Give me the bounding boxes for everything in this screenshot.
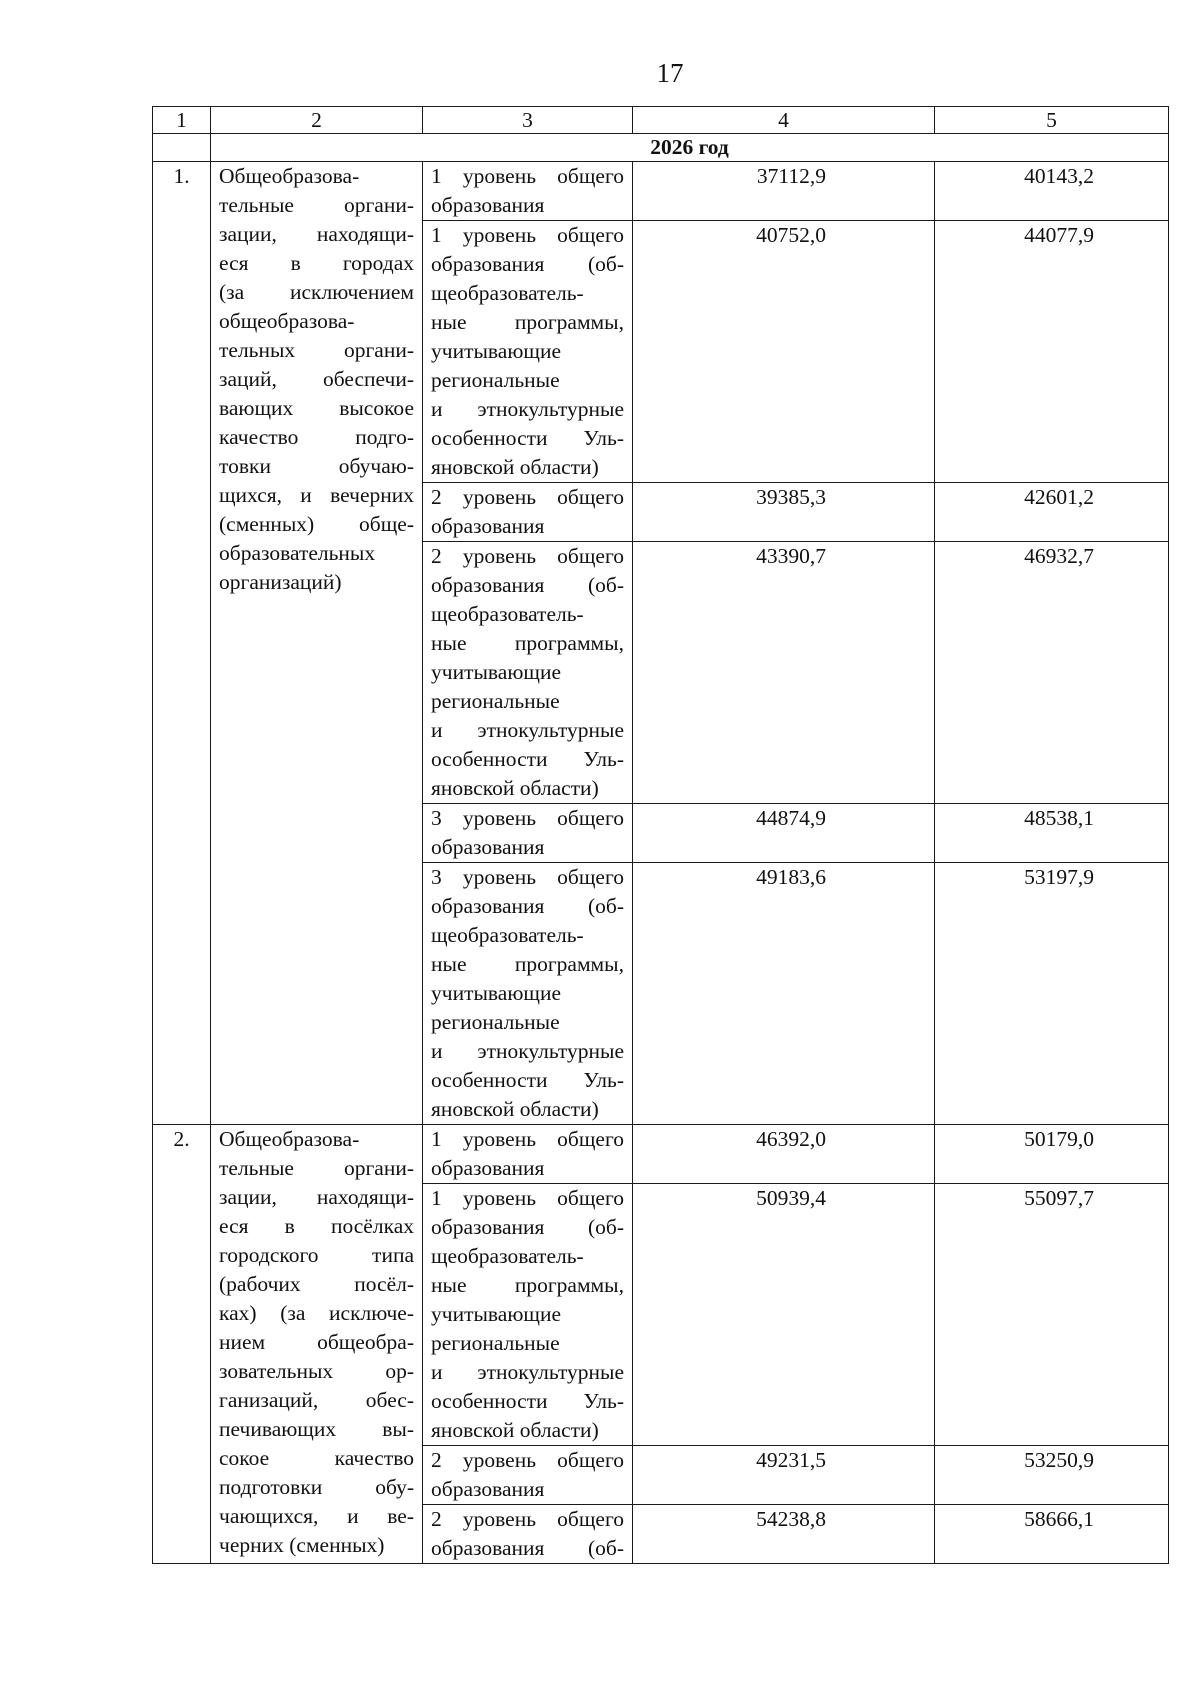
value-col-5: 53197,9 (935, 863, 1169, 1125)
organization-type-line: вающих высокое (219, 396, 414, 420)
education-level-line: особенности Уль- (431, 1389, 624, 1413)
organization-type-line: еся в посёлках (219, 1214, 414, 1238)
value-col-4: 43390,7 (633, 542, 935, 804)
education-level-line: щеобразователь- (431, 923, 584, 947)
row-number: 1. (153, 162, 211, 1125)
organization-type-line: ганизаций, обес- (219, 1388, 414, 1412)
table-row (153, 1125, 1169, 1184)
education-level-line: 2 уровень общего (431, 485, 624, 509)
organization-type-line: черних (сменных) (219, 1533, 385, 1557)
education-level-line: и этнокультурные (431, 397, 624, 421)
education-level-line: образования (об- (431, 573, 624, 597)
table-row (153, 162, 1169, 221)
education-level (423, 1125, 633, 1184)
organization-type-line: заций, обеспечи- (219, 367, 414, 391)
education-level-line: особенности Уль- (431, 747, 624, 771)
organization-type-line: сокое качество (219, 1446, 414, 1470)
value-col-5: 42601,2 (935, 483, 1169, 542)
column-number-row (153, 107, 1169, 134)
row-number: 2. (153, 1125, 211, 1564)
education-level-line: 1 уровень общего (431, 164, 624, 188)
value-col-5: 46932,7 (935, 542, 1169, 804)
education-level (423, 804, 633, 863)
year-spacer (153, 134, 211, 162)
education-level-line: учитывающие (431, 1302, 561, 1326)
value-col-5: 58666,1 (935, 1505, 1169, 1564)
education-level (423, 542, 633, 804)
education-level-line: яновской области) (431, 776, 599, 800)
col-number-3: 3 (423, 107, 633, 134)
organization-type-line: (за исключением (219, 280, 414, 304)
education-level-line: щеобразователь- (431, 281, 584, 305)
organization-type-line: Общеобразова- (219, 164, 360, 188)
organization-type-line: качество подго- (219, 425, 414, 449)
education-level-line: 1 уровень общего (431, 1186, 624, 1210)
education-level-line: образования (431, 1477, 545, 1501)
organization-type-line: тельные органи- (219, 193, 414, 217)
education-level-line: ные программы, (431, 1273, 624, 1297)
education-level-line: 3 уровень общего (431, 865, 624, 889)
organization-type-line: тельных органи- (219, 338, 414, 362)
organization-type-line: еся в городах (219, 251, 414, 275)
col-number-5: 5 (935, 107, 1169, 134)
value-col-4: 49183,6 (633, 863, 935, 1125)
organization-type-line: тельные органи- (219, 1156, 414, 1180)
education-level-line: 2 уровень общего (431, 1448, 624, 1472)
education-level-line: и этнокультурные (431, 1360, 624, 1384)
organization-type-line: подготовки обу- (219, 1475, 414, 1499)
education-level (423, 1505, 633, 1564)
education-level-line: учитывающие (431, 339, 561, 363)
education-level (423, 1446, 633, 1505)
education-level-line: региональные (431, 368, 560, 392)
education-level-line: образования (об- (431, 252, 624, 276)
organization-type-line: зации, находящи- (219, 222, 414, 246)
education-level-line: ные программы, (431, 631, 624, 655)
education-level-line: 3 уровень общего (431, 806, 624, 830)
education-level-line: образования (431, 1156, 545, 1180)
value-col-5: 50179,0 (935, 1125, 1169, 1184)
education-level-line: ные программы, (431, 952, 624, 976)
tariff-table (152, 106, 1169, 1564)
organization-type-line: Общеобразова- (219, 1127, 360, 1151)
organization-type-line: нием общеобра- (219, 1330, 414, 1354)
education-level-line: образования (об- (431, 894, 624, 918)
value-col-5: 53250,9 (935, 1446, 1169, 1505)
organization-type-line: ках) (за исключе- (219, 1301, 414, 1325)
value-col-5: 40143,2 (935, 162, 1169, 221)
education-level-line: учитывающие (431, 660, 561, 684)
education-level-line: региональные (431, 689, 560, 713)
col-number-4: 4 (633, 107, 935, 134)
col-number-2: 2 (211, 107, 423, 134)
education-level-line: и этнокультурные (431, 1039, 624, 1063)
value-col-5: 48538,1 (935, 804, 1169, 863)
value-col-4: 40752,0 (633, 221, 935, 483)
organization-type-line: печивающих вы- (219, 1417, 414, 1441)
table-body (153, 107, 1169, 1564)
education-level-line: 1 уровень общего (431, 223, 624, 247)
organization-type-line: зовательных ор- (219, 1359, 414, 1383)
value-col-4: 46392,0 (633, 1125, 935, 1184)
education-level-line: щеобразователь- (431, 1244, 584, 1268)
value-col-4: 49231,5 (633, 1446, 935, 1505)
education-level (423, 221, 633, 483)
year-row (153, 134, 1169, 162)
value-col-4: 54238,8 (633, 1505, 935, 1564)
education-level-line: 2 уровень общего (431, 1507, 624, 1531)
education-level-line: щеобразователь- (431, 602, 584, 626)
education-level-line: и этнокультурные (431, 718, 624, 742)
page-number: 17 (656, 58, 684, 88)
organization-type-line: зации, находящи- (219, 1185, 414, 1209)
col-number-1: 1 (153, 107, 211, 134)
value-col-4: 39385,3 (633, 483, 935, 542)
education-level-line: яновской области) (431, 1097, 599, 1121)
education-level-line: учитывающие (431, 981, 561, 1005)
organization-type (211, 162, 423, 1125)
value-col-5: 55097,7 (935, 1184, 1169, 1446)
organization-type-line: городского типа (219, 1243, 414, 1267)
organization-type-line: образовательных (219, 541, 376, 565)
education-level-line: 2 уровень общего (431, 544, 624, 568)
value-col-5: 44077,9 (935, 221, 1169, 483)
value-col-4: 37112,9 (633, 162, 935, 221)
education-level-line: 1 уровень общего (431, 1127, 624, 1151)
year-label: 2026 год (211, 134, 1169, 162)
education-level-line: региональные (431, 1331, 560, 1355)
education-level-line: особенности Уль- (431, 426, 624, 450)
organization-type-line: организаций) (219, 570, 342, 594)
value-col-4: 44874,9 (633, 804, 935, 863)
organization-type-line: чающихся, и ве- (219, 1504, 414, 1528)
education-level-line: особенности Уль- (431, 1068, 624, 1092)
education-level-line: яновской области) (431, 1418, 599, 1442)
organization-type-line: (рабочих посёл- (219, 1272, 414, 1296)
organization-type-line: товки обучаю- (219, 454, 414, 478)
organization-type-line: щихся, и вечерних (219, 483, 414, 507)
organization-type-line: (сменных) обще- (219, 512, 414, 536)
education-level-line: яновской области) (431, 455, 599, 479)
organization-type (211, 1125, 423, 1564)
education-level-line: образования (об- (431, 1536, 624, 1560)
education-level (423, 1184, 633, 1446)
education-level (423, 483, 633, 542)
organization-type-line: общеобразова- (219, 309, 355, 333)
education-level-line: ные программы, (431, 310, 624, 334)
education-level-line: образования (об- (431, 1215, 624, 1239)
education-level (423, 162, 633, 221)
education-level-line: образования (431, 193, 545, 217)
education-level-line: региональные (431, 1010, 560, 1034)
education-level-line: образования (431, 835, 545, 859)
education-level (423, 863, 633, 1125)
education-level-line: образования (431, 514, 545, 538)
value-col-4: 50939,4 (633, 1184, 935, 1446)
